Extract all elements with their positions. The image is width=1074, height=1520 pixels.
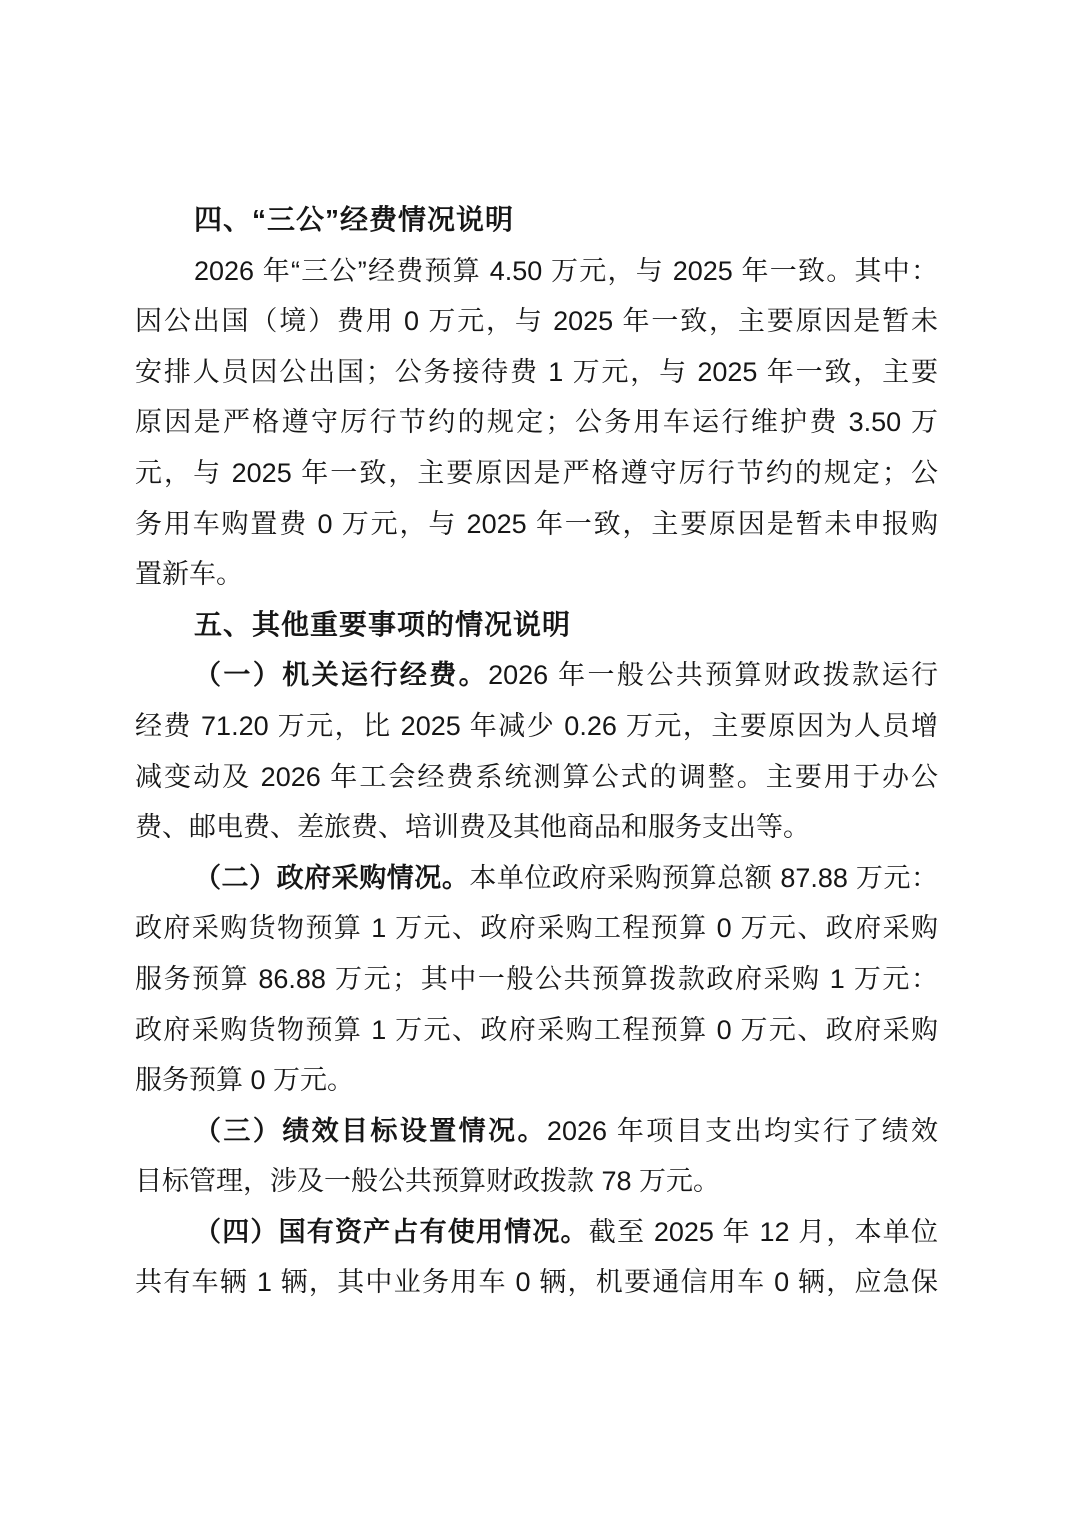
text-run: 费、邮电费、差旅费、培训费及其他商品和服务支出等。 [135, 812, 810, 843]
text-line [135, 903, 938, 954]
document-content [135, 195, 938, 1308]
text-run: 目标管理，涉及一般公共预算财政拨款 78 万元。 [135, 1166, 721, 1197]
text-line [135, 499, 938, 550]
text-line [135, 701, 938, 752]
text-line [135, 397, 938, 448]
text-line [135, 1005, 938, 1056]
text-run: 截至 2025 年 12 月，本单位 [588, 1216, 939, 1247]
section-heading-5: 五、其他重要事项的情况说明 [194, 608, 572, 640]
text-line [135, 246, 938, 297]
text-run: 2026 年“三公”经费预算 4.50 万元，与 2025 年一致。其中： [194, 255, 938, 286]
text-line [135, 1156, 938, 1207]
text-run: 2026 年项目支出均实行了绩效 [546, 1115, 938, 1146]
text-line [135, 448, 938, 499]
text-run: 服务预算 86.88 万元；其中一般公共预算拨款政府采购 1 万元： [135, 963, 938, 994]
text-run: 本单位政府采购预算总额 87.88 万元： [469, 862, 938, 893]
text-line [135, 549, 938, 600]
text-line [135, 1257, 938, 1308]
text-line [135, 954, 938, 1005]
text-run: 政府采购货物预算 1 万元、政府采购工程预算 0 万元、政府采购 [135, 1014, 938, 1045]
text-run: 服务预算 0 万元。 [135, 1065, 355, 1096]
paragraph-lead-label: （一）机关运行经费。 [194, 660, 489, 691]
paragraph-lead-label: （二）政府采购情况。 [194, 862, 470, 893]
paragraph-government-procurement [135, 853, 938, 1106]
text-run: 元，与 2025 年一致，主要原因是严格遵守厉行节约的规定；公 [135, 457, 938, 488]
paragraph-lead-label: （三）绩效目标设置情况。 [194, 1115, 547, 1146]
text-run: 政府采购货物预算 1 万元、政府采购工程预算 0 万元、政府采购 [135, 913, 938, 944]
paragraph-agency-operating-funds [135, 650, 938, 852]
text-line [135, 1207, 938, 1258]
text-run: 安排人员因公出国；公务接待费 1 万元，与 2025 年一致，主要 [135, 356, 938, 387]
text-run: 2026 年一般公共预算财政拨款运行 [488, 660, 939, 691]
text-line [135, 853, 938, 904]
text-run: 共有车辆 1 辆，其中业务用车 0 辆，机要通信用车 0 辆，应急保 [135, 1267, 938, 1298]
text-line [135, 347, 938, 398]
paragraph-sangong-expense [135, 246, 938, 600]
text-run: 置新车。 [135, 559, 243, 590]
text-line [135, 296, 938, 347]
paragraph-performance-targets [135, 1106, 938, 1207]
text-run: 务用车购置费 0 万元，与 2025 年一致，主要原因是暂未申报购 [135, 508, 938, 539]
text-line [135, 752, 938, 803]
section-heading-4: 四、“三公”经费情况说明 [194, 204, 515, 235]
text-run: 减变动及 2026 年工会经费系统测算公式的调整。主要用于办公 [135, 761, 938, 792]
paragraph-lead-label: （四）国有资产占有使用情况。 [194, 1216, 589, 1247]
text-run: 经费 71.20 万元，比 2025 年减少 0.26 万元，主要原因为人员增 [135, 710, 938, 741]
text-line [135, 802, 938, 853]
text-line [135, 1106, 938, 1157]
text-run: 因公出国（境）费用 0 万元，与 2025 年一致，主要原因是暂未 [135, 306, 938, 337]
text-line [135, 650, 938, 701]
paragraph-state-owned-assets [135, 1207, 938, 1308]
text-run: 原因是严格遵守厉行节约的规定；公务用车运行维护费 3.50 万 [135, 407, 938, 438]
text-line [135, 1055, 938, 1106]
